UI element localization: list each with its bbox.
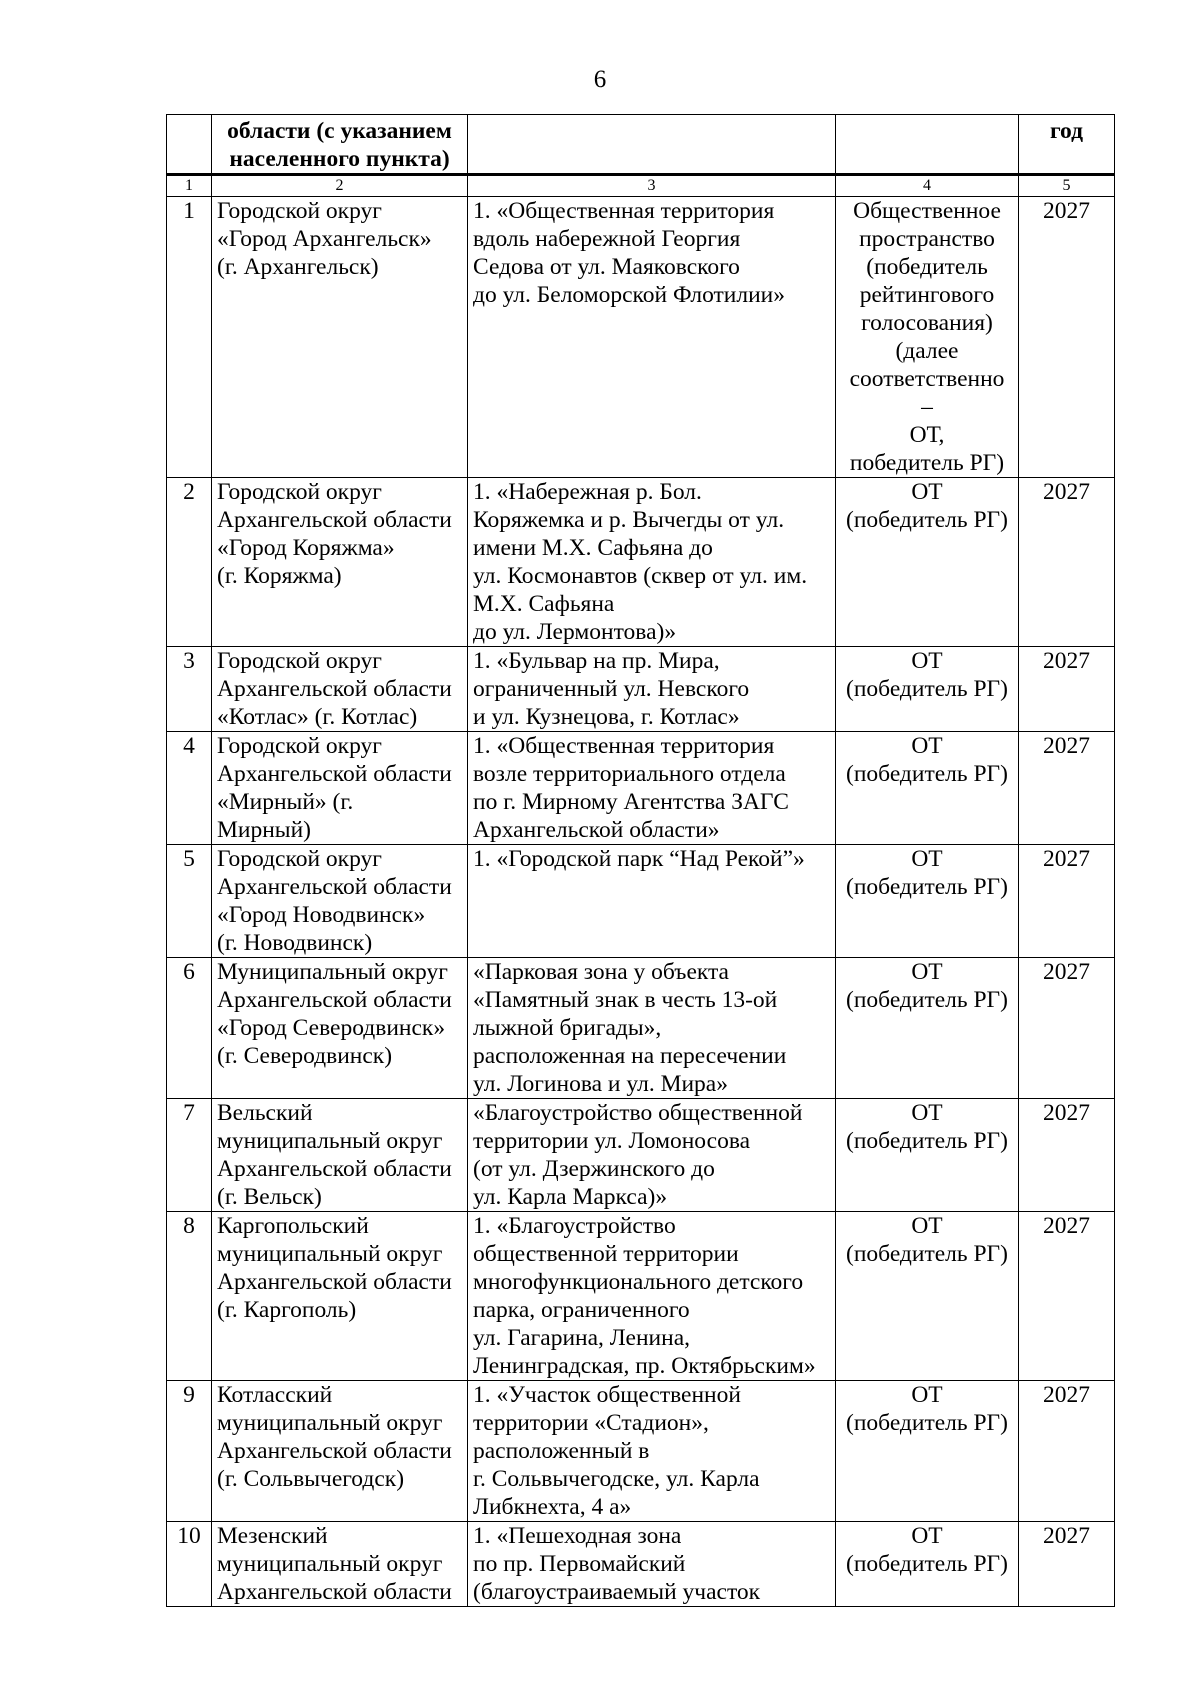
territory-cell: 1. «Общественная территория возле территориального отдела по г. Мирному Агентства ЗАГС Архангельской области» [468,732,836,845]
territory-cell: 1. «Общественная территория вдоль набережной Георгия Седова от ул. Маяковского до ул. Беломорской Флотилии» [468,197,836,478]
column-number: 4 [836,175,1019,197]
type-cell: ОТ (победитель РГ) [836,1212,1019,1381]
column-number: 2 [212,175,468,197]
table-row [167,1522,1115,1607]
year-cell: 2027 [1019,732,1115,845]
municipality-cell: Муниципальный округ Архангельской области «Город Северодвинск» (г. Северодвинск) [212,958,468,1099]
type-cell: ОТ (победитель РГ) [836,1522,1019,1607]
type-cell: ОТ (победитель РГ) [836,647,1019,732]
table-row [167,1212,1115,1381]
row-number: 2 [167,478,212,647]
year-cell: 2027 [1019,478,1115,647]
row-number: 8 [167,1212,212,1381]
year-cell: 2027 [1019,1099,1115,1212]
row-number: 3 [167,647,212,732]
row-number: 6 [167,958,212,1099]
table-header-row [167,115,1115,175]
territory-cell: 1. «Набережная р. Бол. Коряжемка и р. Вычегды от ул. имени М.Х. Сафьяна до ул. Космонавтов (сквер от ул. им. М.Х. Сафьяна до ул. Лермонтова)» [468,478,836,647]
row-number: 7 [167,1099,212,1212]
type-cell: ОТ (победитель РГ) [836,732,1019,845]
row-number: 9 [167,1381,212,1522]
column-number: 5 [1019,175,1115,197]
table-row [167,478,1115,647]
table-row [167,647,1115,732]
year-cell: 2027 [1019,647,1115,732]
territory-cell: 1. «Благоустройство общественной территории многофункционального детского парка, ограниченного ул. Гагарина, Ленина, Ленинградская, пр. Октябрьским» [468,1212,836,1381]
municipality-cell: Городской округ Архангельской области «Котлас» (г. Котлас) [212,647,468,732]
header-cell-num [167,115,212,175]
territory-cell: «Благоустройство общественной территории ул. Ломоносова (от ул. Дзержинского до ул. Карла Маркса)» [468,1099,836,1212]
column-numbers-row [167,175,1115,197]
municipality-cell: Городской округ «Город Архангельск» (г. Архангельск) [212,197,468,478]
column-number: 3 [468,175,836,197]
territory-cell: «Парковая зона у объекта «Памятный знак в честь 13-ой лыжной бригады», расположенная на пересечении ул. Логинова и ул. Мира» [468,958,836,1099]
year-cell: 2027 [1019,958,1115,1099]
table-row [167,845,1115,958]
table-row [167,958,1115,1099]
municipality-cell: Вельский муниципальный округ Архангельской области (г. Вельск) [212,1099,468,1212]
table-row [167,1381,1115,1522]
territory-cell: 1. «Бульвар на пр. Мира, ограниченный ул. Невского и ул. Кузнецова, г. Котлас» [468,647,836,732]
municipality-cell: Городской округ Архангельской области «Город Коряжма» (г. Коряжма) [212,478,468,647]
municipality-cell: Мезенский муниципальный округ Архангельской области [212,1522,468,1607]
year-cell: 2027 [1019,1381,1115,1522]
municipality-cell: Городской округ Архангельской области «Город Новодвинск» (г. Новодвинск) [212,845,468,958]
row-number: 5 [167,845,212,958]
type-cell: ОТ (победитель РГ) [836,845,1019,958]
year-cell: 2027 [1019,845,1115,958]
page-number: 6 [593,66,607,93]
type-cell: ОТ (победитель РГ) [836,478,1019,647]
type-cell: Общественное пространство (победитель рейтингового голосования) (далее соответственно – ОТ, победитель РГ) [836,197,1019,478]
row-number: 1 [167,197,212,478]
territory-cell: 1. «Городской парк “Над Рекой”» [468,845,836,958]
type-cell: ОТ (победитель РГ) [836,1381,1019,1522]
column-number: 1 [167,175,212,197]
year-cell: 2027 [1019,1212,1115,1381]
municipality-cell: Котласский муниципальный округ Архангельской области (г. Сольвычегодск) [212,1381,468,1522]
table-row [167,197,1115,478]
municipality-cell: Городской округ Архангельской области «Мирный» (г. Мирный) [212,732,468,845]
table-row [167,1099,1115,1212]
territory-cell: 1. «Участок общественной территории «Стадион», расположенный в г. Сольвычегодске, ул. Карла Либкнехта, 4 а» [468,1381,836,1522]
year-cell: 2027 [1019,197,1115,478]
territories-table [166,114,1115,1607]
header-cell-type [836,115,1019,175]
row-number: 4 [167,732,212,845]
year-cell: 2027 [1019,1522,1115,1607]
header-cell-year: год [1019,115,1115,175]
header-cell-territory [468,115,836,175]
type-cell: ОТ (победитель РГ) [836,958,1019,1099]
type-cell: ОТ (победитель РГ) [836,1099,1019,1212]
territory-cell: 1. «Пешеходная зона по пр. Первомайский (благоустраиваемый участок [468,1522,836,1607]
table-row [167,732,1115,845]
row-number: 10 [167,1522,212,1607]
municipality-cell: Каргопольский муниципальный округ Архангельской области (г. Каргополь) [212,1212,468,1381]
header-cell-municipality: области (с указанием населенного пункта) [212,115,468,175]
